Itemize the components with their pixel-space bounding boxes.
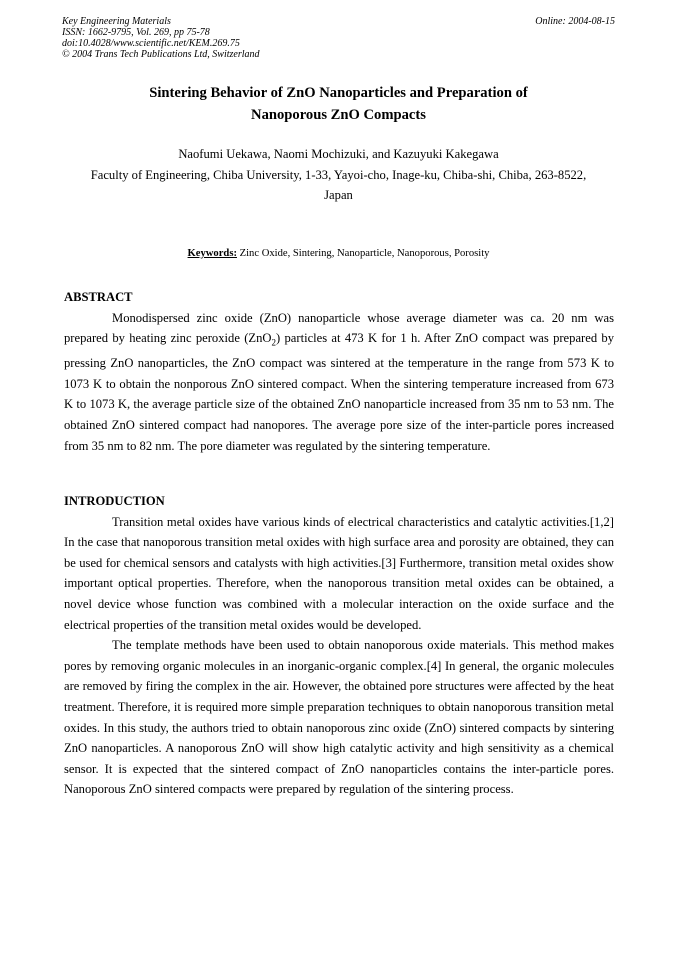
- affiliation-country: Japan: [324, 188, 353, 202]
- title-line-1: Sintering Behavior of ZnO Nanoparticles and Preparation of: [149, 85, 528, 101]
- abstract-paragraph: [64, 308, 614, 457]
- intro-paragraph-1: Transition metal oxides have various kinds of electrical characteristics and catalytic activities.[1,2] In the case that nanoporous transition metal oxides with high surface area and porosity are obtained, they can be used for chemical sensors and catalysts with high activities.[3] Furthermore, transition metal oxides show important optical properties. Therefore, when the nanoporous transition metal oxides can be obtained, a novel device whose function was combined with a molecular interaction on the oxide surface and the electrical properties of the transition metal oxides would be developed.: [64, 514, 614, 632]
- issn-line: ISSN: 1662-9795, Vol. 269, pp 75-78: [62, 27, 210, 38]
- journal-name: Key Engineering Materials: [62, 16, 171, 27]
- abstract-section: [64, 287, 614, 456]
- author-names: Naofumi Uekawa, Naomi Mochizuki, and Kazuyuki Kakegawa: [178, 147, 499, 161]
- affiliation: Faculty of Engineering, Chiba University, 1-33, Yayoi-cho, Inage-ku, Chiba-shi, Chiba, 263-8522,: [90, 167, 587, 182]
- paper-title: [62, 82, 615, 126]
- abstract-text-part-1: Monodispersed zinc oxide (ZnO) nanoparticle whose average diameter was ca. 20 nm was prepared by heating zinc peroxide (ZnO: [64, 310, 614, 346]
- author-block: [62, 144, 615, 206]
- abstract-subscript: 2: [271, 337, 276, 348]
- introduction-section: [64, 491, 614, 800]
- keywords: [62, 248, 615, 259]
- title-line-2: Nanoporous ZnO Compacts: [251, 107, 426, 123]
- intro-paragraph-2: The template methods have been used to obtain nanoporous oxide materials. This method makes pores by removing organic molecules in an inorganic-organic complex.[4] In general, the organic molecules are removed by firing the complex in the air. However, the obtained pore structures were affected by the heat treatment. Therefore, it is required more simple preparation techniques to obtain nanoporous transition metal oxides. In this study, the authors tried to obtain nanoporous zinc oxide (ZnO) sintered compacts by sintering ZnO nanoparticles. A nanoporous ZnO will show high catalytic activity and high sensitivity as a chemical sensor. It is expected that the sintered compact of ZnO nanoparticles contains the inter-particle pores. Nanoporous ZnO sintered compacts were prepared by regulation of the sintering process.: [64, 638, 614, 797]
- abstract-text-part-2: ) particles at 473 K for 1 h. After ZnO compact was prepared by pressing ZnO nanoparticles, the ZnO compact was sintered at the temperature in the range from 573 K to 1073 K to obtain the nonporous ZnO sintered compact. When the sintering temperature increased from 673 K to 1073 K, the average particle size of the obtained ZnO nanoparticle increased from 35 nm to 53 nm. The obtained ZnO sintered compact had nanopores. The average pore size of the inter-particle pores increased from 35 nm to 82 nm. The pore diameter was regulated by the sintering temperature.: [64, 331, 614, 453]
- doi-line: doi:10.4028/www.scientific.net/KEM.269.75: [62, 38, 240, 49]
- page-header: [62, 16, 615, 60]
- keywords-label: Keywords:: [187, 248, 237, 259]
- online-date: Online: 2004-08-15: [535, 16, 615, 27]
- abstract-heading: ABSTRACT: [64, 290, 133, 304]
- introduction-heading: INTRODUCTION: [64, 494, 165, 508]
- copyright-line: © 2004 Trans Tech Publications Ltd, Switzerland: [62, 49, 260, 60]
- keywords-list: Zinc Oxide, Sintering, Nanoparticle, Nanoporous, Porosity: [239, 248, 490, 259]
